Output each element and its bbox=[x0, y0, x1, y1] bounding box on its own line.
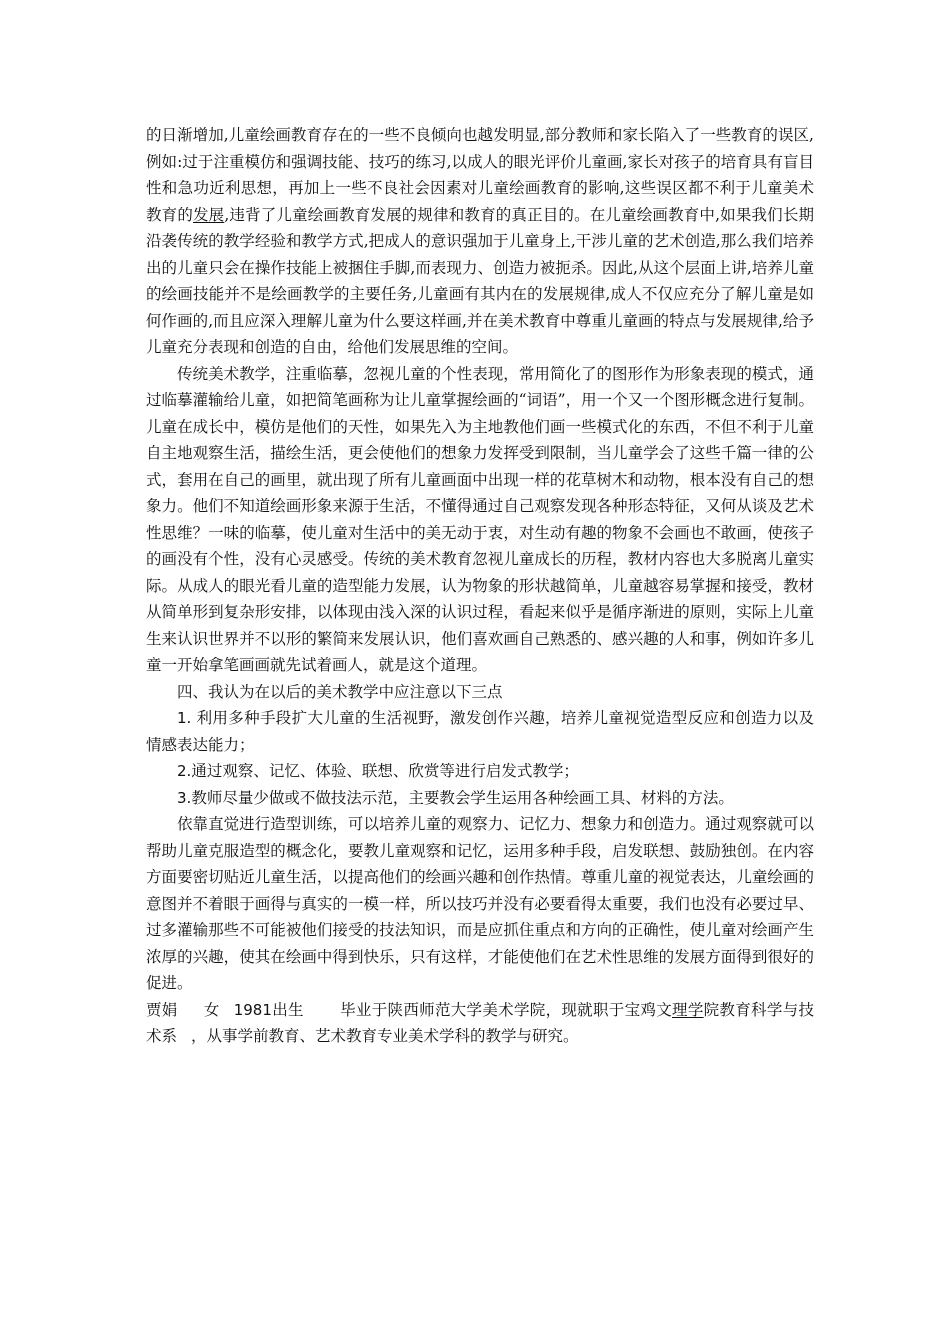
list-item-1-number: 1. bbox=[177, 709, 192, 727]
list-item-2-number: 2. bbox=[177, 762, 192, 780]
author-name: 贾娟 bbox=[146, 1000, 178, 1019]
author-bio-text-c: ，从事学前教育、艺术教育专业美术学科的教学与研究。 bbox=[191, 1027, 579, 1045]
list-item-3 bbox=[146, 785, 814, 812]
section-heading-4: 四、我认为在以后的美术教学中应注意以下三点 bbox=[177, 682, 503, 701]
list-item-3-text: 教师尽量少做或不做技法示范，主要教会学生运用各种绘画工具、材料的方法。 bbox=[191, 788, 734, 807]
list-item-1 bbox=[146, 705, 814, 758]
author-birth-year: 1981 bbox=[233, 1000, 272, 1019]
list-item-2 bbox=[146, 758, 814, 785]
underlined-word-ligong: 理学 bbox=[672, 1000, 704, 1019]
author-gender: 女 bbox=[203, 1000, 220, 1019]
list-item-3-number: 3. bbox=[177, 788, 192, 807]
list-item-1-text: 利用多种手段扩大儿童的生活视野，激发创作兴趣，培养儿童视觉造型反应和创造力以及情感表达能力； bbox=[146, 709, 814, 754]
article-body bbox=[146, 122, 814, 1050]
author-bio-text-a: 毕业于陕西师范大学美术学院，现就职于宝鸡文 bbox=[339, 1000, 673, 1019]
paragraph-1-text-b: ,违背了儿童绘画教育发展的规律和教育的真正目的。在儿童绘画教育中,如果我们长期沿袭传统的教学经验和教学方式,把成人的意识强加于儿童身上,干涉儿童的艺术创造,那么我们培养出的儿童只会在操作技能上被捆住手脚,而表现力、创造力被扼杀。因此,从这个层面上讲,培养儿童的绘画技能并不是绘画教学的主要任务,儿童画有其内在的发展规律,成人不仅应充分了解儿童是如何作画的,而且应深入理解儿童为什么要这样画,并在美术教育中尊重儿童画的特点与发展规律,给予儿童充分表现和创造的自由，给他们发展思维的空间。 bbox=[146, 205, 814, 356]
paragraph-5: 依靠直觉进行造型训练，可以培养儿童的观察力、记忆力、想象力和创造力。通过观察就可以帮助儿童克服造型的概念化，要教儿童观察和记忆，运用多种手段，启发联想、鼓励独创。在内容方面要密切贴近儿童生活，以提高他们的绘画兴趣和创作热情。尊重儿童的视觉表达，儿童绘画的意图并不着眼于画得与真实的一模一样，所以技巧并没有必要看得太重要，我们也没有必要过早、过多灌输那些不可能被他们接受的技法知识，而是应抓住重点和方向的正确性，使儿童对绘画产生浓厚的兴趣，使其在绘画中得到快乐，只有这样，才能使他们在艺术性思维的发展方面得到很好的促进。 bbox=[146, 815, 814, 992]
paragraph-1-text-a: 的日渐增加,儿童绘画教育存在的一些不良倾向也越发明显,部分教师和家长陷入了一些教育的误区,例如:过于注重模仿和强调技能、技巧的练习,以成人的眼光评价儿童画,家长对孩子的培育具有盲目性和急功近利思想，再加上一些不良社会因素对儿童绘画教育的影响,这些误区都不利于儿童美术教育的 bbox=[146, 126, 814, 224]
list-item-2-text: 通过观察、记忆、体验、联想、欣赏等进行启发式教学； bbox=[191, 762, 579, 780]
underlined-word-development: 发展 bbox=[193, 205, 225, 224]
author-bio-text-b: 院教育科学与技术系 bbox=[146, 1000, 814, 1045]
paragraph-1 bbox=[146, 122, 814, 361]
author-bio bbox=[146, 997, 814, 1050]
author-born-label: 出生 bbox=[271, 1000, 304, 1019]
paragraph-2: 传统美术教学，注重临摹，忽视儿童的个性表现，常用简化了的图形作为形象表现的模式，通过临摹灌输给儿童，如把简笔画称为让儿童掌握绘画的“词语”，用一个又一个图形概念进行复制。儿童在成长中，模仿是他们的天性，如果先入为主地教他们画一些模式化的东西，不但不利于儿童自主地观察生活，描绘生活，更会使他们的想象力发挥受到限制，当儿童学会了这些千篇一律的公式，套用在自己的画里，就出现了所有儿童画面中出现一样的花草树木和动物，根本没有自己的想象力。他们不知道绘画形象来源于生活，不懂得通过自己观察发现各种形态特征，又何从谈及艺术性思维？一味的临摹，使儿童对生活中的美无动于衷，对生动有趣的物象不会画也不敢画，使孩子的画没有个性，没有心灵感受。传统的美术教育忽视儿童成长的历程，教材内容也大多脱离儿童实际。从成人的眼光看儿童的造型能力发展，认为物象的形状越简单，儿童越容易掌握和接受，教材从简单形到复杂形安排，以体现由浅入深的认识过程，看起来似乎是循序渐进的原则，实际上儿童生来认识世界并不以形的繁简来发展认识，他们喜欢画自己熟悉的、感兴趣的人和事，例如许多儿童一开始拿笔画画就先试着画人，就是这个道理。 bbox=[146, 364, 814, 674]
